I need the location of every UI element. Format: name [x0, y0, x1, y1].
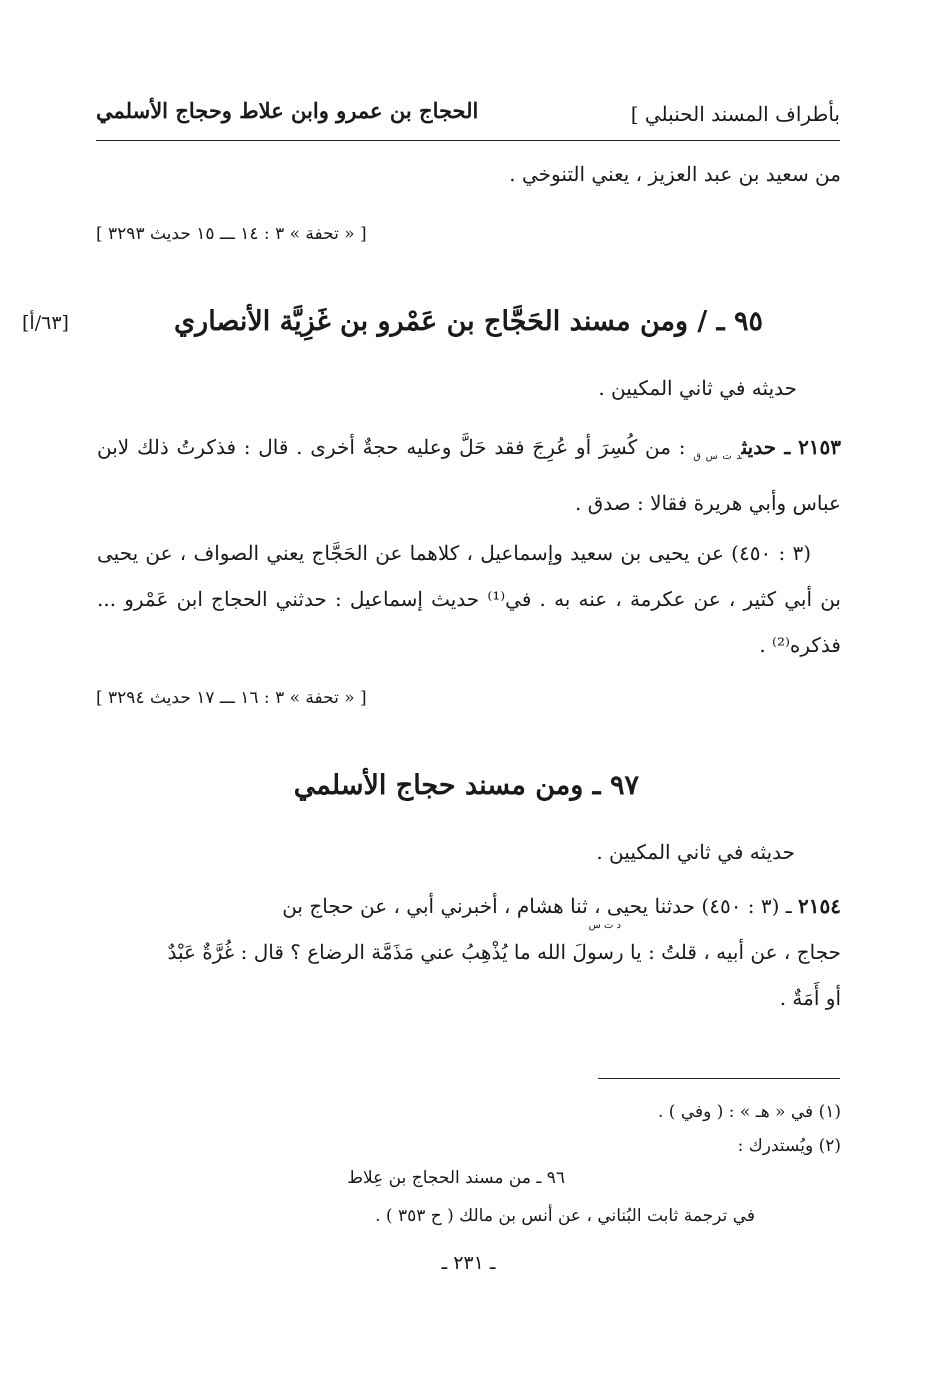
hadith-2154-line-3: أو أَمَةٌ . [779, 986, 841, 1010]
footnote-2: (٢) ويُستدرك : [737, 1136, 841, 1156]
continuation-line: من سعيد بن عبد العزيز ، يعني التنوخي . [509, 162, 841, 186]
section-97-title: ٩٧ ـ ومن مسند حجاج الأسلمي [293, 770, 639, 801]
footnote-rule [598, 1078, 840, 1079]
hadith-2154-line-2: حجاج ، عن أبيه ، قلتُ : يا رسولَ الله ما يُذْهِبُ عني مَذَمَّة الرضاع ؟ قال : غُرَّةٌ عَبْدٌ [167, 940, 841, 964]
header-rule [96, 140, 840, 141]
section-96-title: ٩٦ ـ من مسند الحجاج بن عِلاط [347, 1168, 565, 1188]
footnote-1: (١) في « هـ » : ( وفي ) . [658, 1102, 841, 1122]
section-95-intro: حديثه في ثاني المكيين . [598, 376, 797, 400]
section-95-title: ٩٥ ـ / ومن مسند الحَجَّاج بن عَمْرو بن غَزِيَّة الأنصاري [174, 306, 763, 337]
hadith-2154-sigla: د ت س [588, 920, 621, 931]
hadith-2154-text-a: ـ (٣ : ٤٥٠) حدثنا يحيى ، ثنا هشام ، أخبرني أبي ، عن حجاج بن [282, 894, 792, 918]
hadith-2153-matn [97, 424, 841, 526]
hadith-2153-keyword: ـ حديث [741, 435, 791, 459]
hadith-2154-number: ٢١٥٤ [798, 894, 841, 918]
section-96-text: في ترجمة ثابت البُناني ، عن أنس بن مالك ( ح ٣٥٣ ) . [375, 1206, 755, 1226]
tuhfa-reference-1: [ « تحفة » ٣ : ١٤ ـــ ١٥ حديث ٣٢٩٣ ] [96, 224, 367, 244]
hadith-2154-line-1 [97, 894, 841, 918]
margin-folio-note: [٦٣/أ] [22, 312, 69, 334]
hadith-2153-sanad: (٣ : ٤٥٠) عن يحيى بن سعيد وإسماعيل ، كلاهما عن الحَجَّاج يعني الصواف ، عن يحيى بن أبي كثير ، عن عكرمة ، عنه به . في⁽¹⁾ حديث إسماعيل : حدثني الحجاج ابن عَمْرو ... فذكره⁽²⁾ . [97, 541, 841, 657]
running-head-chapter-title: الحجاج بن عمرو وابن علاط وحجاج الأسلمي [96, 98, 479, 123]
hadith-2153-sigla: د ت س ق [693, 451, 742, 462]
tuhfa-reference-2: [ « تحفة » ٣ : ١٦ ـــ ١٧ حديث ٣٢٩٤ ] [96, 688, 367, 708]
hadith-2153-text: : من كُسِرَ أو عُرِجَ فقد حَلَّ وعليه حجةٌ أخرى . قال : فذكرتُ ذلك لابن عباس وأبي هريرة فقالا : صدق . [97, 435, 841, 515]
section-97-intro: حديثه في ثاني المكيين . [596, 840, 795, 864]
page-number: ـ ٢٣١ ـ [441, 1252, 496, 1274]
hadith-2153-number: ٢١٥٣ [798, 435, 842, 459]
running-head-book-title: بأطراف المسند الحنبلي ] [630, 102, 840, 126]
running-head [96, 96, 840, 136]
